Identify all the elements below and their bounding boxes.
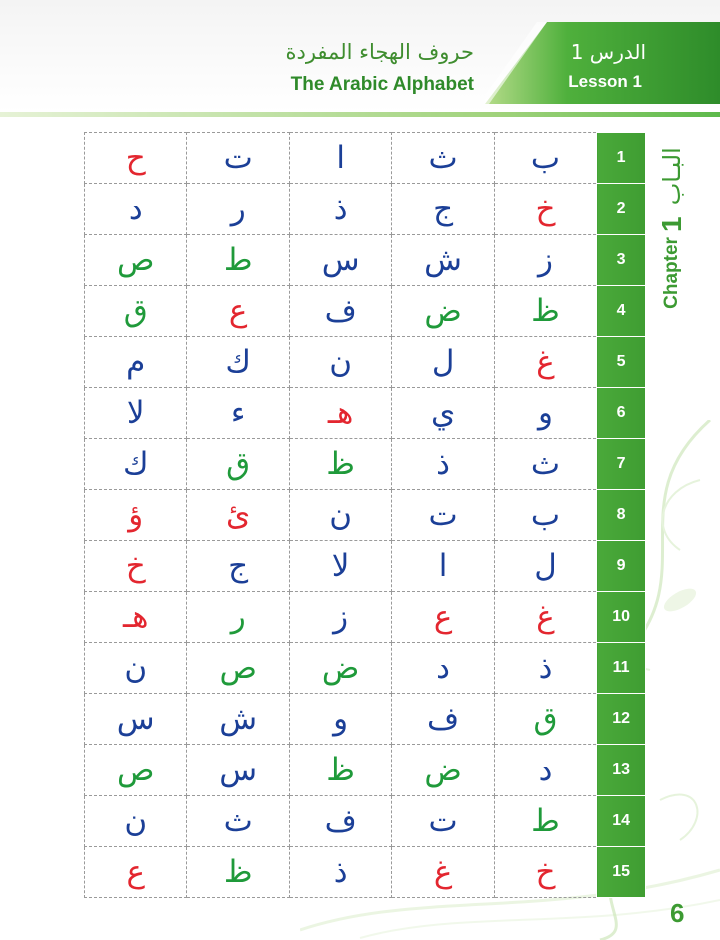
- row-number: 14: [597, 796, 646, 847]
- letter-cell: ف: [289, 286, 391, 337]
- letter-cell: د: [392, 643, 494, 694]
- letter-cell: خ: [494, 847, 596, 898]
- letter-cell: ن: [289, 490, 391, 541]
- row-number: 9: [597, 541, 646, 592]
- letter-cell: ج: [392, 184, 494, 235]
- letter-cell: ظ: [289, 439, 391, 490]
- letter-cell: ق: [494, 694, 596, 745]
- letter-cell: ث: [494, 439, 596, 490]
- letter-row: [85, 847, 646, 898]
- letter-cell: ص: [85, 235, 187, 286]
- letter-cell: ث: [392, 133, 494, 184]
- letter-cell: ض: [392, 745, 494, 796]
- chapter-english: Chapter: [661, 237, 682, 309]
- letter-cell: ح: [85, 133, 187, 184]
- letter-row: [85, 745, 646, 796]
- letter-cell: و: [289, 694, 391, 745]
- letter-cell: ا: [392, 541, 494, 592]
- row-number: 5: [597, 337, 646, 388]
- page-number: 6: [670, 898, 685, 928]
- row-number: 11: [597, 643, 646, 694]
- title-arabic: حروف الهجاء المفردة: [285, 40, 474, 64]
- letter-grid: [84, 132, 646, 898]
- letter-cell: ص: [187, 643, 289, 694]
- letter-cell: خ: [85, 541, 187, 592]
- chapter-label: [652, 130, 692, 320]
- row-number: 10: [597, 592, 646, 643]
- letter-cell: ع: [392, 592, 494, 643]
- letter-row: [85, 439, 646, 490]
- letter-cell: ع: [85, 847, 187, 898]
- letter-row: [85, 235, 646, 286]
- letter-cell: ع: [187, 286, 289, 337]
- letter-cell: غ: [494, 337, 596, 388]
- lesson-arabic: الدرس 1: [570, 40, 646, 64]
- row-number: 12: [597, 694, 646, 745]
- row-number: 7: [597, 439, 646, 490]
- letter-cell: خ: [494, 184, 596, 235]
- letter-cell: ظ: [289, 745, 391, 796]
- letter-cell: ئ: [187, 490, 289, 541]
- letter-cell: ف: [392, 694, 494, 745]
- letter-row: [85, 133, 646, 184]
- row-number: 3: [597, 235, 646, 286]
- lesson-english: Lesson 1: [568, 72, 642, 91]
- lesson-badge: [485, 22, 720, 104]
- letter-cell: ن: [85, 643, 187, 694]
- letter-cell: ذ: [392, 439, 494, 490]
- letter-cell: ط: [494, 796, 596, 847]
- letter-cell: ب: [494, 490, 596, 541]
- letter-cell: ت: [392, 796, 494, 847]
- letter-cell: ظ: [187, 847, 289, 898]
- letter-cell: ش: [392, 235, 494, 286]
- letter-cell: ك: [187, 337, 289, 388]
- letter-row: [85, 694, 646, 745]
- letter-cell: د: [494, 745, 596, 796]
- chapter-arabic: البـاب: [658, 147, 686, 206]
- title-english: The Arabic Alphabet: [290, 74, 474, 95]
- letter-row: [85, 592, 646, 643]
- letter-cell: لا: [85, 388, 187, 439]
- letter-cell: و: [494, 388, 596, 439]
- header-divider: [0, 112, 720, 117]
- letter-cell: ث: [187, 796, 289, 847]
- letter-cell: ء: [187, 388, 289, 439]
- letter-cell: ر: [187, 592, 289, 643]
- letter-cell: ز: [289, 592, 391, 643]
- letter-cell: ف: [289, 796, 391, 847]
- row-number: 13: [597, 745, 646, 796]
- letter-cell: ذ: [289, 847, 391, 898]
- letter-cell: ز: [494, 235, 596, 286]
- letter-cell: ي: [392, 388, 494, 439]
- letter-row: [85, 796, 646, 847]
- letter-cell: س: [85, 694, 187, 745]
- letter-cell: ط: [187, 235, 289, 286]
- letter-cell: ك: [85, 439, 187, 490]
- row-number: 8: [597, 490, 646, 541]
- letter-row: [85, 337, 646, 388]
- letter-cell: د: [85, 184, 187, 235]
- letter-cell: ا: [289, 133, 391, 184]
- letter-cell: ض: [392, 286, 494, 337]
- row-number: 1: [597, 133, 646, 184]
- letter-row: [85, 541, 646, 592]
- letter-cell: س: [187, 745, 289, 796]
- letter-row: [85, 490, 646, 541]
- letter-cell: س: [289, 235, 391, 286]
- letter-cell: ؤ: [85, 490, 187, 541]
- letter-cell: م: [85, 337, 187, 388]
- row-number: 4: [597, 286, 646, 337]
- letter-cell: ص: [85, 745, 187, 796]
- letter-row: [85, 643, 646, 694]
- letter-row: [85, 388, 646, 439]
- letter-cell: هـ: [85, 592, 187, 643]
- letter-cell: غ: [494, 592, 596, 643]
- row-number: 15: [597, 847, 646, 898]
- letter-cell: غ: [392, 847, 494, 898]
- letter-cell: ب: [494, 133, 596, 184]
- letter-cell: ق: [85, 286, 187, 337]
- letter-cell: ض: [289, 643, 391, 694]
- row-number: 2: [597, 184, 646, 235]
- chapter-number: 1: [656, 216, 687, 232]
- letter-cell: هـ: [289, 388, 391, 439]
- letter-cell: لا: [289, 541, 391, 592]
- letter-cell: ش: [187, 694, 289, 745]
- row-number: 6: [597, 388, 646, 439]
- letter-cell: ن: [85, 796, 187, 847]
- letter-cell: ق: [187, 439, 289, 490]
- letter-cell: ظ: [494, 286, 596, 337]
- letter-row: [85, 286, 646, 337]
- letter-cell: ل: [494, 541, 596, 592]
- letter-cell: ن: [289, 337, 391, 388]
- letter-cell: ذ: [289, 184, 391, 235]
- letter-cell: ل: [392, 337, 494, 388]
- letter-cell: ج: [187, 541, 289, 592]
- letter-cell: ت: [392, 490, 494, 541]
- letter-row: [85, 184, 646, 235]
- letter-cell: ذ: [494, 643, 596, 694]
- letter-cell: ت: [187, 133, 289, 184]
- letter-cell: ر: [187, 184, 289, 235]
